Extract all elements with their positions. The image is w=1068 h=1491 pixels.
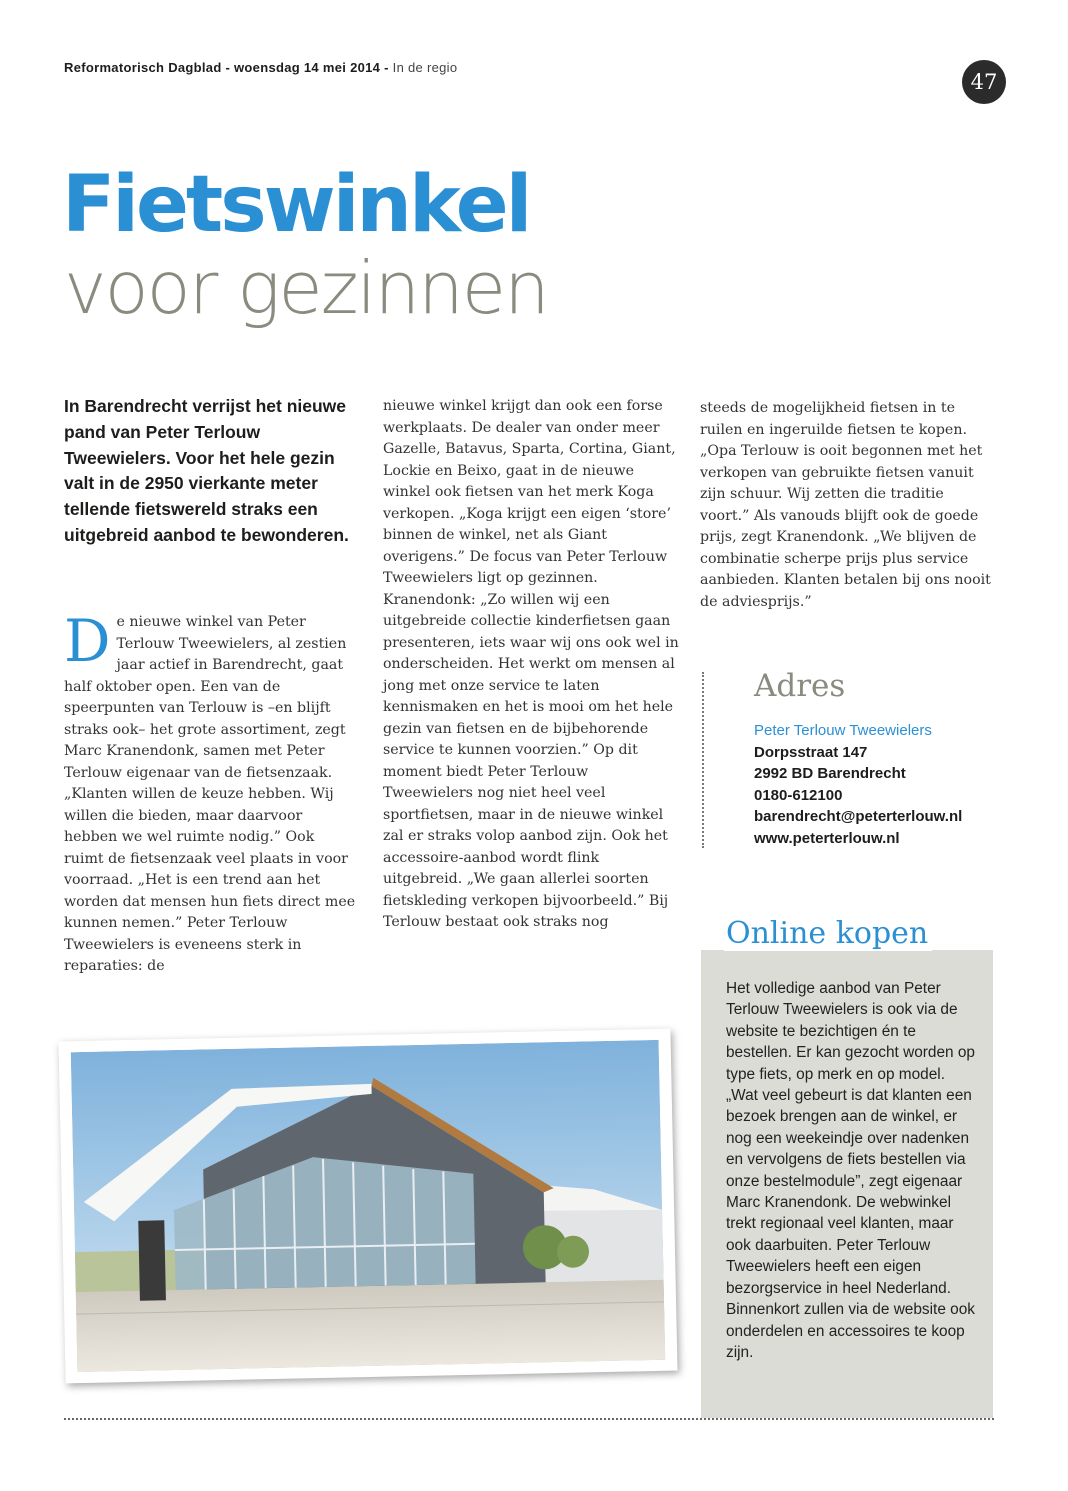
address-email[interactable]: barendrecht@peterterlouw.nl — [754, 808, 963, 826]
headline-subtitle: voor gezinnen — [64, 246, 548, 330]
address-website[interactable]: www.peterterlouw.nl — [754, 829, 900, 847]
address-company: Peter Terlouw Tweewielers — [754, 722, 932, 739]
address-block — [754, 720, 962, 850]
headline-title: Fietswinkel — [62, 160, 530, 250]
lead-paragraph: In Barendrecht verrijst het nieuwe pand van Peter Terlouw Tweewielers. Voor het hele gezin valt in de 2950 vierkante meter tellende fietswereld straks een uitgebreid aanbod te bewonderen. — [64, 396, 349, 545]
dropcap: D — [64, 607, 111, 675]
online-title: Online kopen — [724, 916, 932, 951]
body-text-1: e nieuwe winkel van Peter Terlouw Tweewielers, al zestien jaar actief in Barendrecht, gaat half oktober open. Een van de speerpunten van Terlouw is –en blijft straks ook– het grote assortiment, zegt Marc Kranendonk, samen met Peter Terlouw eigenaar van de fietsenzaak. „Klanten willen de keuze hebben. Wij willen die bieden, maar daarvoor hebben we wel ruimte nodig.” Ook ruimt de fietsenzaak veel plaats in voor voorraad. „Het is een trend aan het worden dat mensen hun fiets direct mee kunnen nemen.” Peter Terlouw Tweewielers is eveneens sterk in reparaties: de — [64, 614, 356, 974]
address-phone: 0180-612100 — [754, 786, 843, 804]
body-column-1 — [64, 607, 356, 978]
body-column-3 — [700, 398, 996, 613]
address-city: 2992 BD Barendrecht — [754, 765, 906, 783]
bottom-rule — [64, 1418, 994, 1420]
online-text: Het volledige aanbod van Peter Terlouw Tweewielers is ook via de website te bezichtigen én te bestellen. Er kan gezocht worden op type fiets, op merk en op model. „Wat veel gebeurt is dat klanten een bezoek brengen aan de winkel, er nog een weekeindje over nadenken en vervolgens de fiets bestellen via onze bestelmodule”, zegt eigenaar Marc Kranendonk. De webwinkel trekt regionaal veel klanten, maar ook daarbuiten. Peter Terlouw Tweewielers heeft een eigen bezorgservice in heel Nederland. Binnenkort zullen via de website ook onderdelen en accessoires te koop zijn. — [726, 980, 975, 1361]
publication-line: Reformatorisch Dagblad - woensdag 14 mei 2014 - — [64, 60, 389, 75]
building-photo — [58, 1029, 677, 1384]
running-head — [64, 60, 457, 75]
page-number: 47 — [970, 70, 998, 94]
page-number-badge — [962, 60, 1006, 104]
address-divider — [702, 672, 704, 848]
address-street: Dorpsstraat 147 — [754, 743, 868, 761]
section-name: In de regio — [392, 60, 458, 75]
body-column-2 — [383, 396, 679, 934]
body-text-3: steeds de mogelijkheid fietsen in te ruilen en ingeruilde fietsen te kopen. „Opa Terlouw is ooit begonnen met het verkopen van gebruikte fietsen vanuit zijn schuur. Wij zetten die traditie voort.” Als vanouds blijft ook de goede prijs, zegt Kranendonk. „We blijven de combinatie scherpe prijs plus service aanbieden. Klanten betalen bij ons nooit de adviesprijs.” — [700, 400, 991, 610]
body-text-2: nieuwe winkel krijgt dan ook een forse werkplaats. De dealer van onder meer Gazelle, Batavus, Sparta, Cortina, Giant, Lockie en Beixo, gaat in de nieuwe winkel ook fietsen van het merk Koga verkopen. „Koga krijgt een eigen ‘store’ binnen de winkel, net als Giant overigens.” De focus van Peter Terlouw Tweewielers ligt op gezinnen. Kranendonk: „Zo willen wij een uitgebreide collectie kinderfietsen gaan presenteren, iets waar wij ons ook wel in onderscheiden. Het werkt om mensen al jong met onze service te laten kennismaken en het is mooi om het hele gezin van fietsen en de bijbehorende service te kunnen voorzien.” Op dit moment biedt Peter Terlouw Tweewielers nog niet heel veel sportfietsen, maar in de nieuwe winkel zal er straks volop aanbod zijn. Ook het accessoire-aanbod wordt flink uitgebreid. „We gaan allerlei soorten fietskleding verkopen bijvoorbeeld.” Bij Terlouw bestaat ook straks nog — [383, 398, 679, 930]
address-title: Adres — [754, 668, 846, 704]
building-illustration — [71, 1040, 666, 1372]
